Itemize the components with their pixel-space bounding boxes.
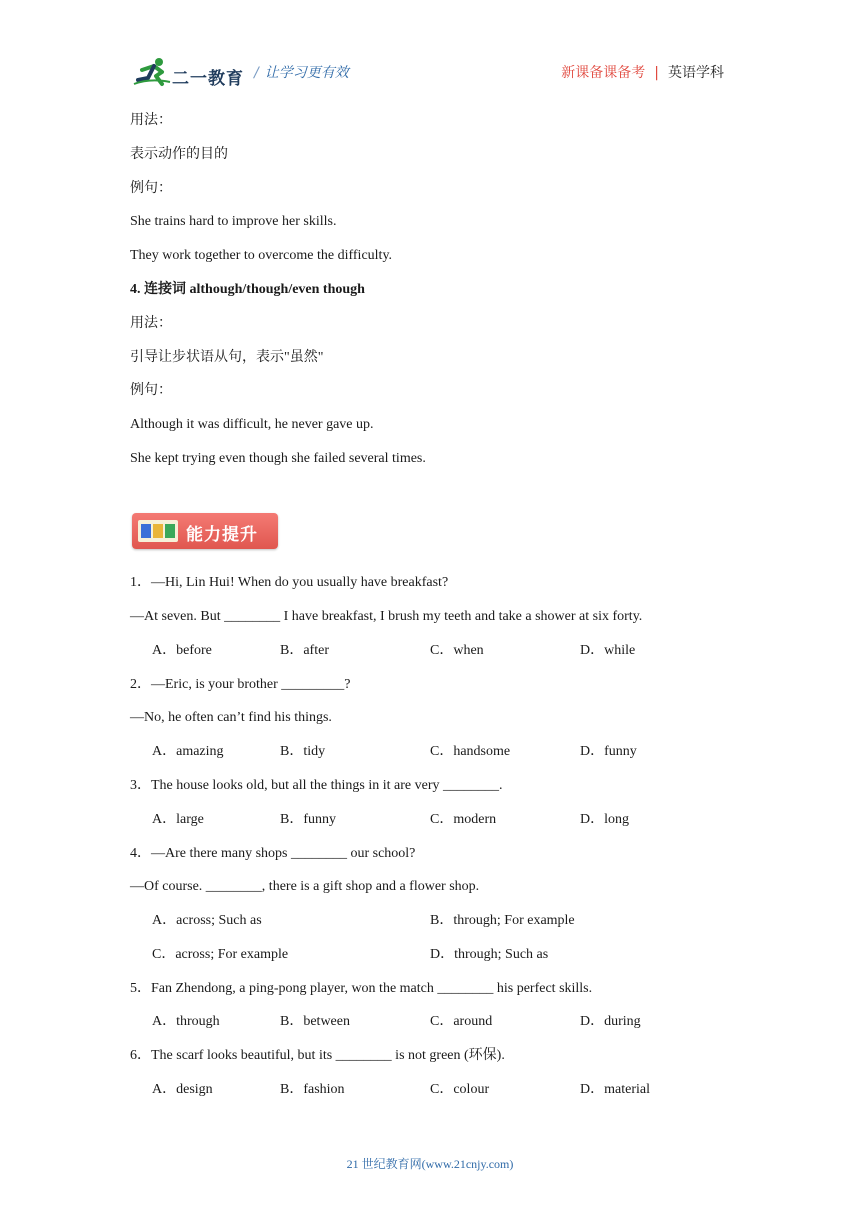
question-6-option-a: A．design [152,1082,213,1097]
header-subject-label: 英语学科 [668,65,724,81]
usage-text: 表示动作的目的 [130,147,228,162]
example-sentence: She kept trying even though she failed several times. [130,451,426,466]
question-4-option-a: A．across; Such as [152,913,262,928]
question-1-reply: —At seven. But ________ I have breakfast, I brush my teeth and take a shower at six forty. [130,609,643,624]
question-5-stem: 5．Fan Zhendong, a ping-pong player, won the match ________ his perfect skills. [130,981,593,996]
question-1-option-c: C．when [430,643,484,658]
usage-label: 用法： [130,113,172,128]
question-2-stem: 2．—Eric, is your brother _________? [130,677,351,692]
people-group-icon [138,520,178,542]
question-3-stem: 3．The house looks old, but all the things in it are very ________. [130,778,503,793]
question-3-option-a: A．large [152,812,204,827]
example-sentence: Although it was difficult, he never gave up. [130,417,374,432]
example-label: 例句： [130,383,172,398]
question-6-option-c: C．colour [430,1082,490,1097]
question-1-option-b: B．after [280,643,329,658]
logo [132,56,242,88]
question-5-option-a: A．through [152,1014,220,1029]
question-4-stem: 4．—Are there many shops ________ our school? [130,846,416,861]
question-2-option-d: D．funny [580,744,637,759]
question-2-option-b: B．tidy [280,744,326,759]
example-sentence: They work together to overcome the difficulty. [130,248,393,263]
page-header [0,0,860,100]
question-6-option-b: B．fashion [280,1082,345,1097]
section-badge-label: 能力提升 [186,525,258,545]
header-subject [561,62,724,82]
question-2-reply: —No, he often can’t find his things. [130,710,332,725]
usage-label: 用法： [130,316,172,331]
header-course-label: 新课备课备考 [561,65,646,81]
header-separator: | [654,65,659,81]
example-sentence: She trains hard to improve her skills. [130,214,337,229]
question-6-stem: 6．The scarf looks beautiful, but its ________ is not green (环保). [130,1048,505,1063]
question-2-option-a: A．amazing [152,744,224,759]
slogan: / 让学习更有效 [254,65,349,81]
question-5-option-b: B．between [280,1014,350,1029]
runner-logo-icon [132,56,172,88]
question-2-option-c: C．handsome [430,744,511,759]
section-badge [132,513,278,549]
question-6-option-d: D．material [580,1082,650,1097]
question-3-option-d: D．long [580,812,629,827]
question-3-option-b: B．funny [280,812,336,827]
usage-text: 引导让步状语从句，表示"虽然" [130,350,324,365]
question-1-option-d: D．while [580,643,636,658]
slogan-text: 让学习更有效 [264,65,349,81]
question-4-option-b: B．through; For example [430,913,575,928]
logo-text: 二一教育 [172,69,244,89]
page-footer: 21 世纪教育网(www.21cnjy.com) [346,1157,514,1171]
question-5-option-d: D．during [580,1014,641,1029]
question-1-option-a: A．before [152,643,212,658]
question-3-option-c: C．modern [430,812,497,827]
question-4-reply: —Of course. ________, there is a gift shop and a flower shop. [130,879,480,894]
question-4-option-c: C．across; For example [152,947,289,962]
question-5-option-c: C．around [430,1014,493,1029]
example-label: 例句： [130,181,172,196]
section-heading: 4. 连接词 although/though/even though [130,282,365,297]
question-4-option-d: D．through; Such as [430,947,549,962]
question-1-stem: 1．—Hi, Lin Hui! When do you usually have breakfast? [130,575,449,590]
